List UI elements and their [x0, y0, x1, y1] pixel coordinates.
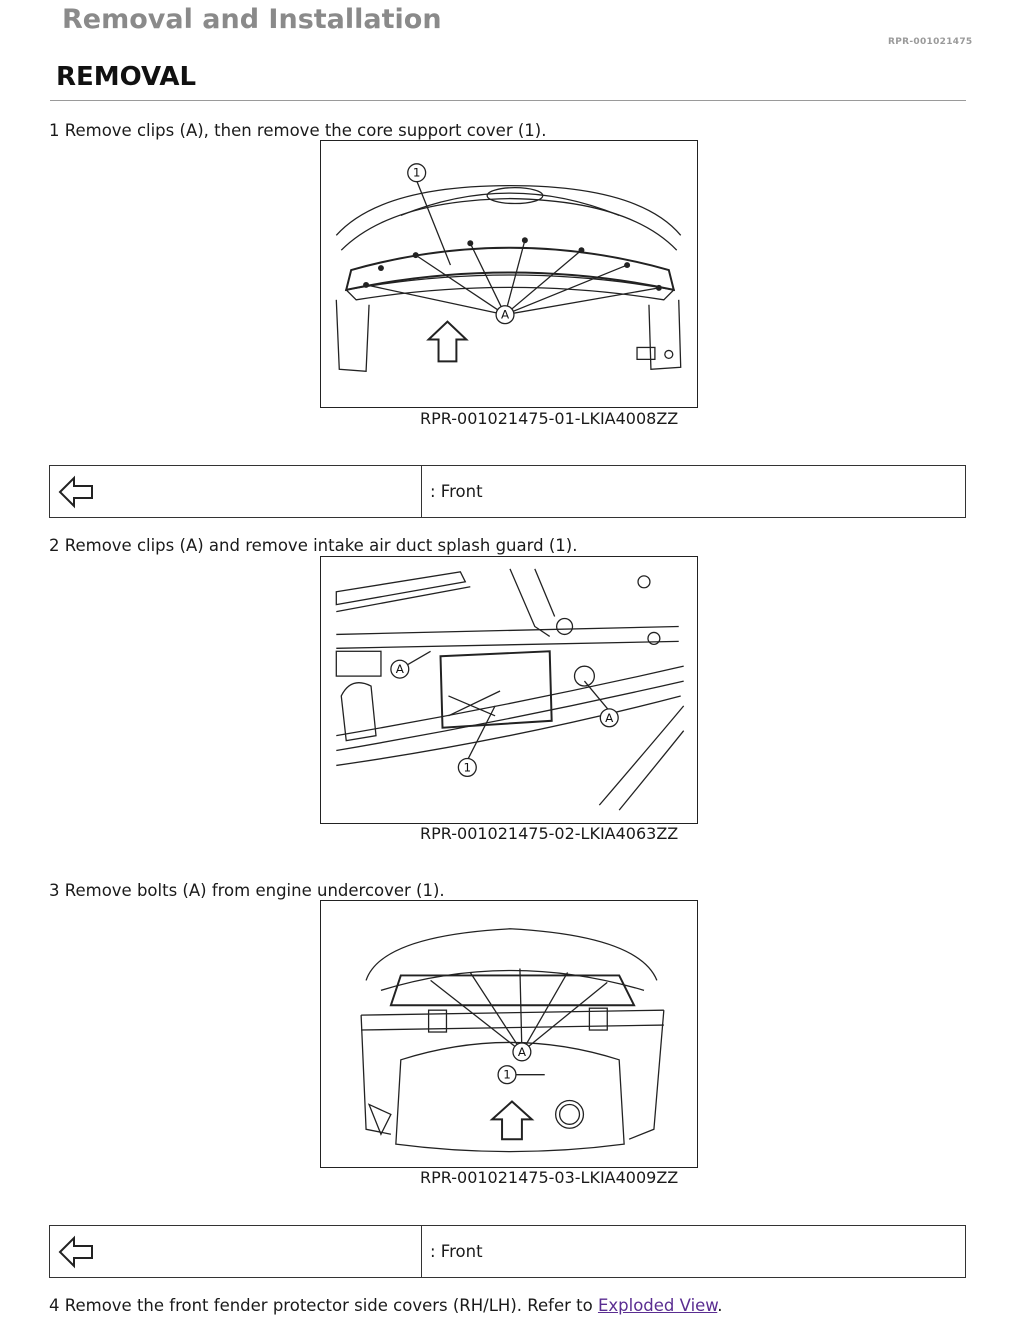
step-2-text: 2 Remove clips (A) and remove intake air duct splash guard (1).: [49, 536, 578, 555]
legend-table-front: [49, 465, 966, 518]
legend-icon-cell: [50, 1226, 422, 1277]
legend-front-text: : Front: [430, 482, 483, 501]
front-arrow-icon: [492, 1101, 532, 1139]
figure-1-caption: RPR-001021475-01-LKIA4008ZZ: [420, 409, 679, 428]
step-4-text-prefix: 4 Remove the front fender protector side covers (RH/LH). Refer to: [49, 1296, 598, 1315]
legend-front-text: : Front: [430, 1242, 483, 1261]
step-4-text: [49, 1296, 723, 1315]
legend-icon-cell: [50, 466, 422, 517]
exploded-view-link[interactable]: Exploded View: [597, 1296, 718, 1315]
document-id: RPR-001021475: [888, 37, 973, 47]
figure-engine-undercover: [320, 900, 698, 1168]
callout-1-label: 1: [503, 1067, 511, 1082]
figure-2-caption: RPR-001021475-02-LKIA4063ZZ: [420, 824, 679, 843]
section-heading: REMOVAL: [56, 62, 197, 92]
left-arrow-icon: [56, 472, 96, 512]
figure-3-caption: RPR-001021475-03-LKIA4009ZZ: [420, 1168, 679, 1187]
left-arrow-icon: [56, 1232, 96, 1272]
callout-a-label: A: [500, 307, 510, 322]
legend-table-front: [49, 1225, 966, 1278]
callout-a-left-label: A: [395, 662, 404, 677]
engine-undercover-diagram: [321, 901, 697, 1167]
page-title: Removal and Installation: [62, 4, 442, 35]
step-3-text: 3 Remove bolts (A) from engine undercover (1).: [49, 881, 445, 900]
step-4-text-suffix: .: [717, 1296, 723, 1315]
step-1-text: 1 Remove clips (A), then remove the core support cover (1).: [49, 121, 547, 140]
splash-guard-diagram: [321, 557, 697, 823]
core-support-cover-diagram: [321, 141, 697, 407]
callout-a-label: A: [517, 1044, 526, 1059]
callout-1-label: 1: [463, 760, 472, 775]
figure-splash-guard: [320, 556, 698, 824]
figure-core-support-cover: [320, 140, 698, 408]
heading-divider: [50, 100, 966, 101]
front-arrow-icon: [429, 322, 467, 362]
callout-1-label: 1: [412, 165, 421, 180]
callout-a-right-label: A: [605, 710, 614, 725]
